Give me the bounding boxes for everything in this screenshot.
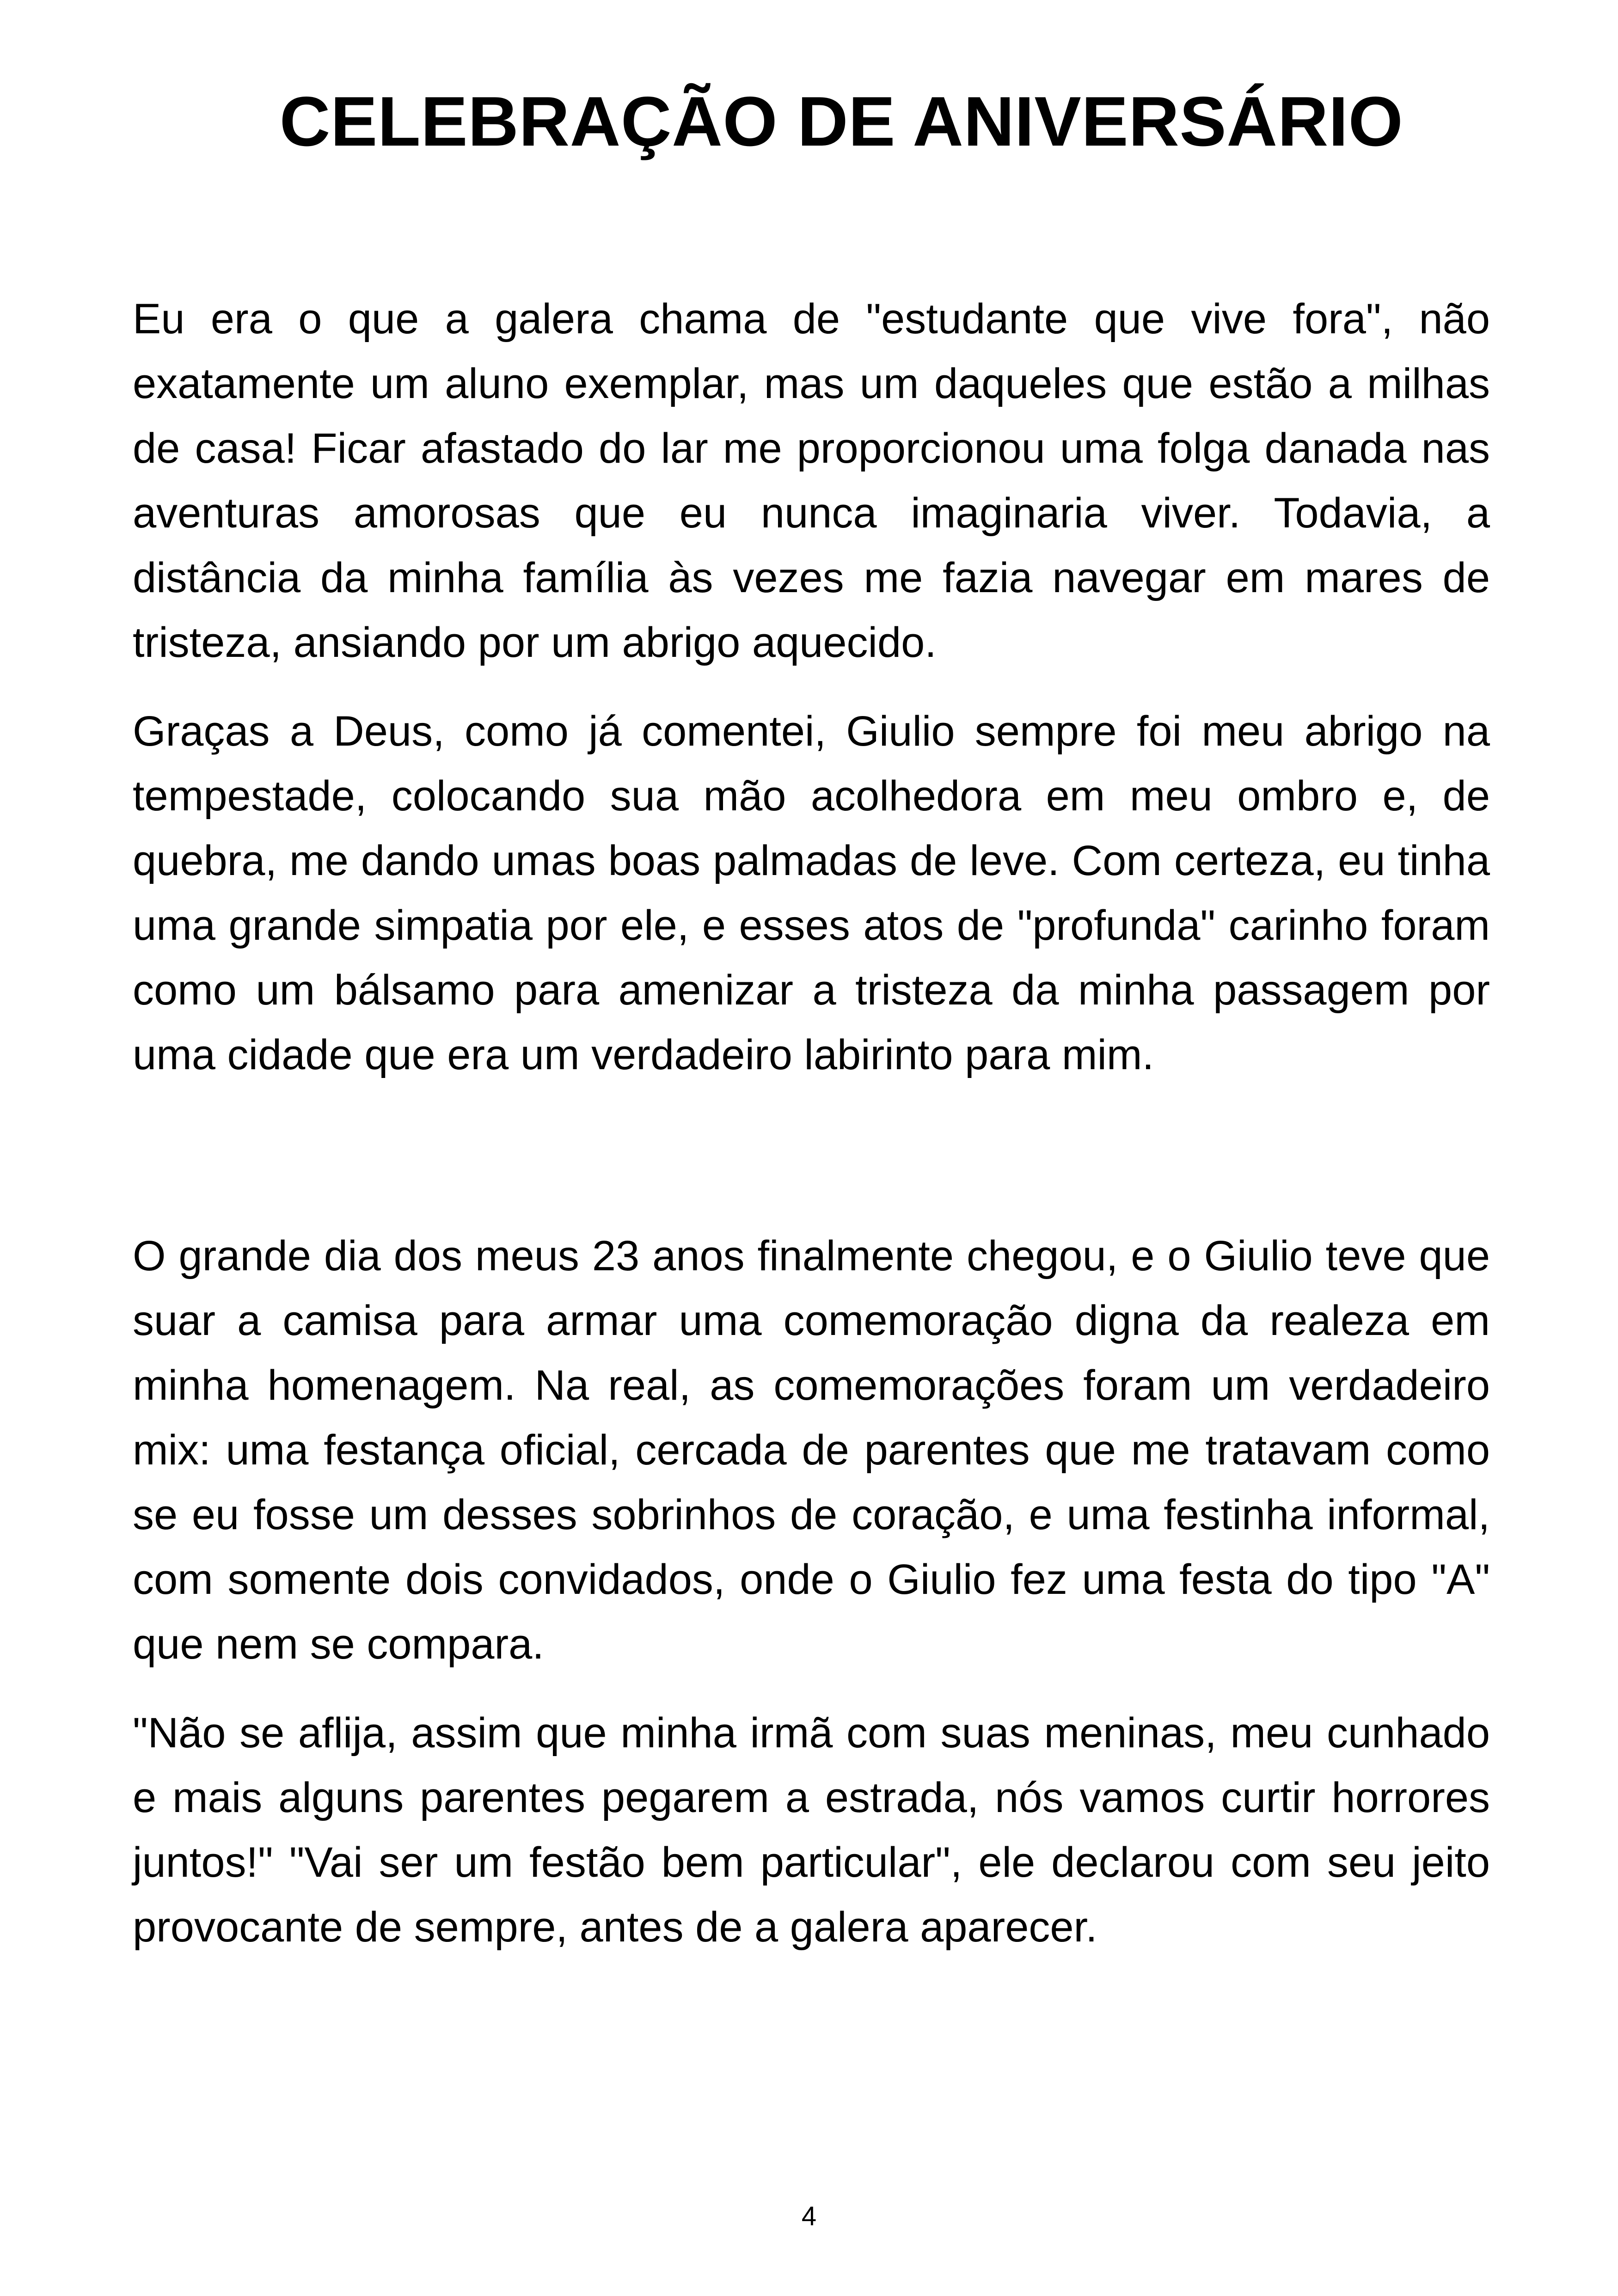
paragraph-4: "Não se aflija, assim que minha irmã com suas meninas, meu cunhado e mais alguns parentes pegarem a estrada, nós vamos curtir horrores juntos!" "Vai ser um festão bem particular", ele declarou com seu jeito provocante de sempre, antes de a galera aparecer. [133, 1709, 1490, 1951]
chapter-title: CELEBRAÇÃO DE ANIVERSÁRIO [279, 82, 1403, 161]
page-number: 4 [801, 2201, 817, 2231]
paragraph-1: Eu era o que a galera chama de "estudante que vive fora", não exatamente um aluno exemplar, mas um daqueles que estão a milhas de casa! Ficar afastado do lar me proporcionou uma folga danada nas aventuras amorosas que eu nunca imaginaria viver. Todavia, a distância da minha família às vezes me fazia navegar em mares de tristeza, ansiando por um abrigo aquecido. [133, 295, 1490, 666]
paragraph-2: Graças a Deus, como já comentei, Giulio sempre foi meu abrigo na tempestade, colocando sua mão acolhedora em meu ombro e, de quebra, me dando umas boas palmadas de leve. Com certeza, eu tinha uma grande simpatia por ele, e esses atos de "profunda" carinho foram como um bálsamo para amenizar a tristeza da minha passagem por uma cidade que era um verdadeiro labirinto para mim. [133, 708, 1490, 1078]
chapter-body [133, 287, 1490, 1959]
paragraph-spacer [133, 675, 1490, 699]
paragraph-spacer [133, 1677, 1490, 1701]
paragraph-3: O grande dia dos meus 23 anos finalmente chegou, e o Giulio teve que suar a camisa para armar uma comemoração digna da realeza em minha homenagem. Na real, as comemorações foram um verdadeiro mix: uma festança oficial, cercada de parentes que me tratavam como se eu fosse um desses sobrinhos de coração, e uma festinha informal, com somente dois convidados, onde o Giulio fez uma festa do tipo "A" que nem se compara. [133, 1232, 1490, 1668]
section-spacer [133, 1087, 1490, 1224]
